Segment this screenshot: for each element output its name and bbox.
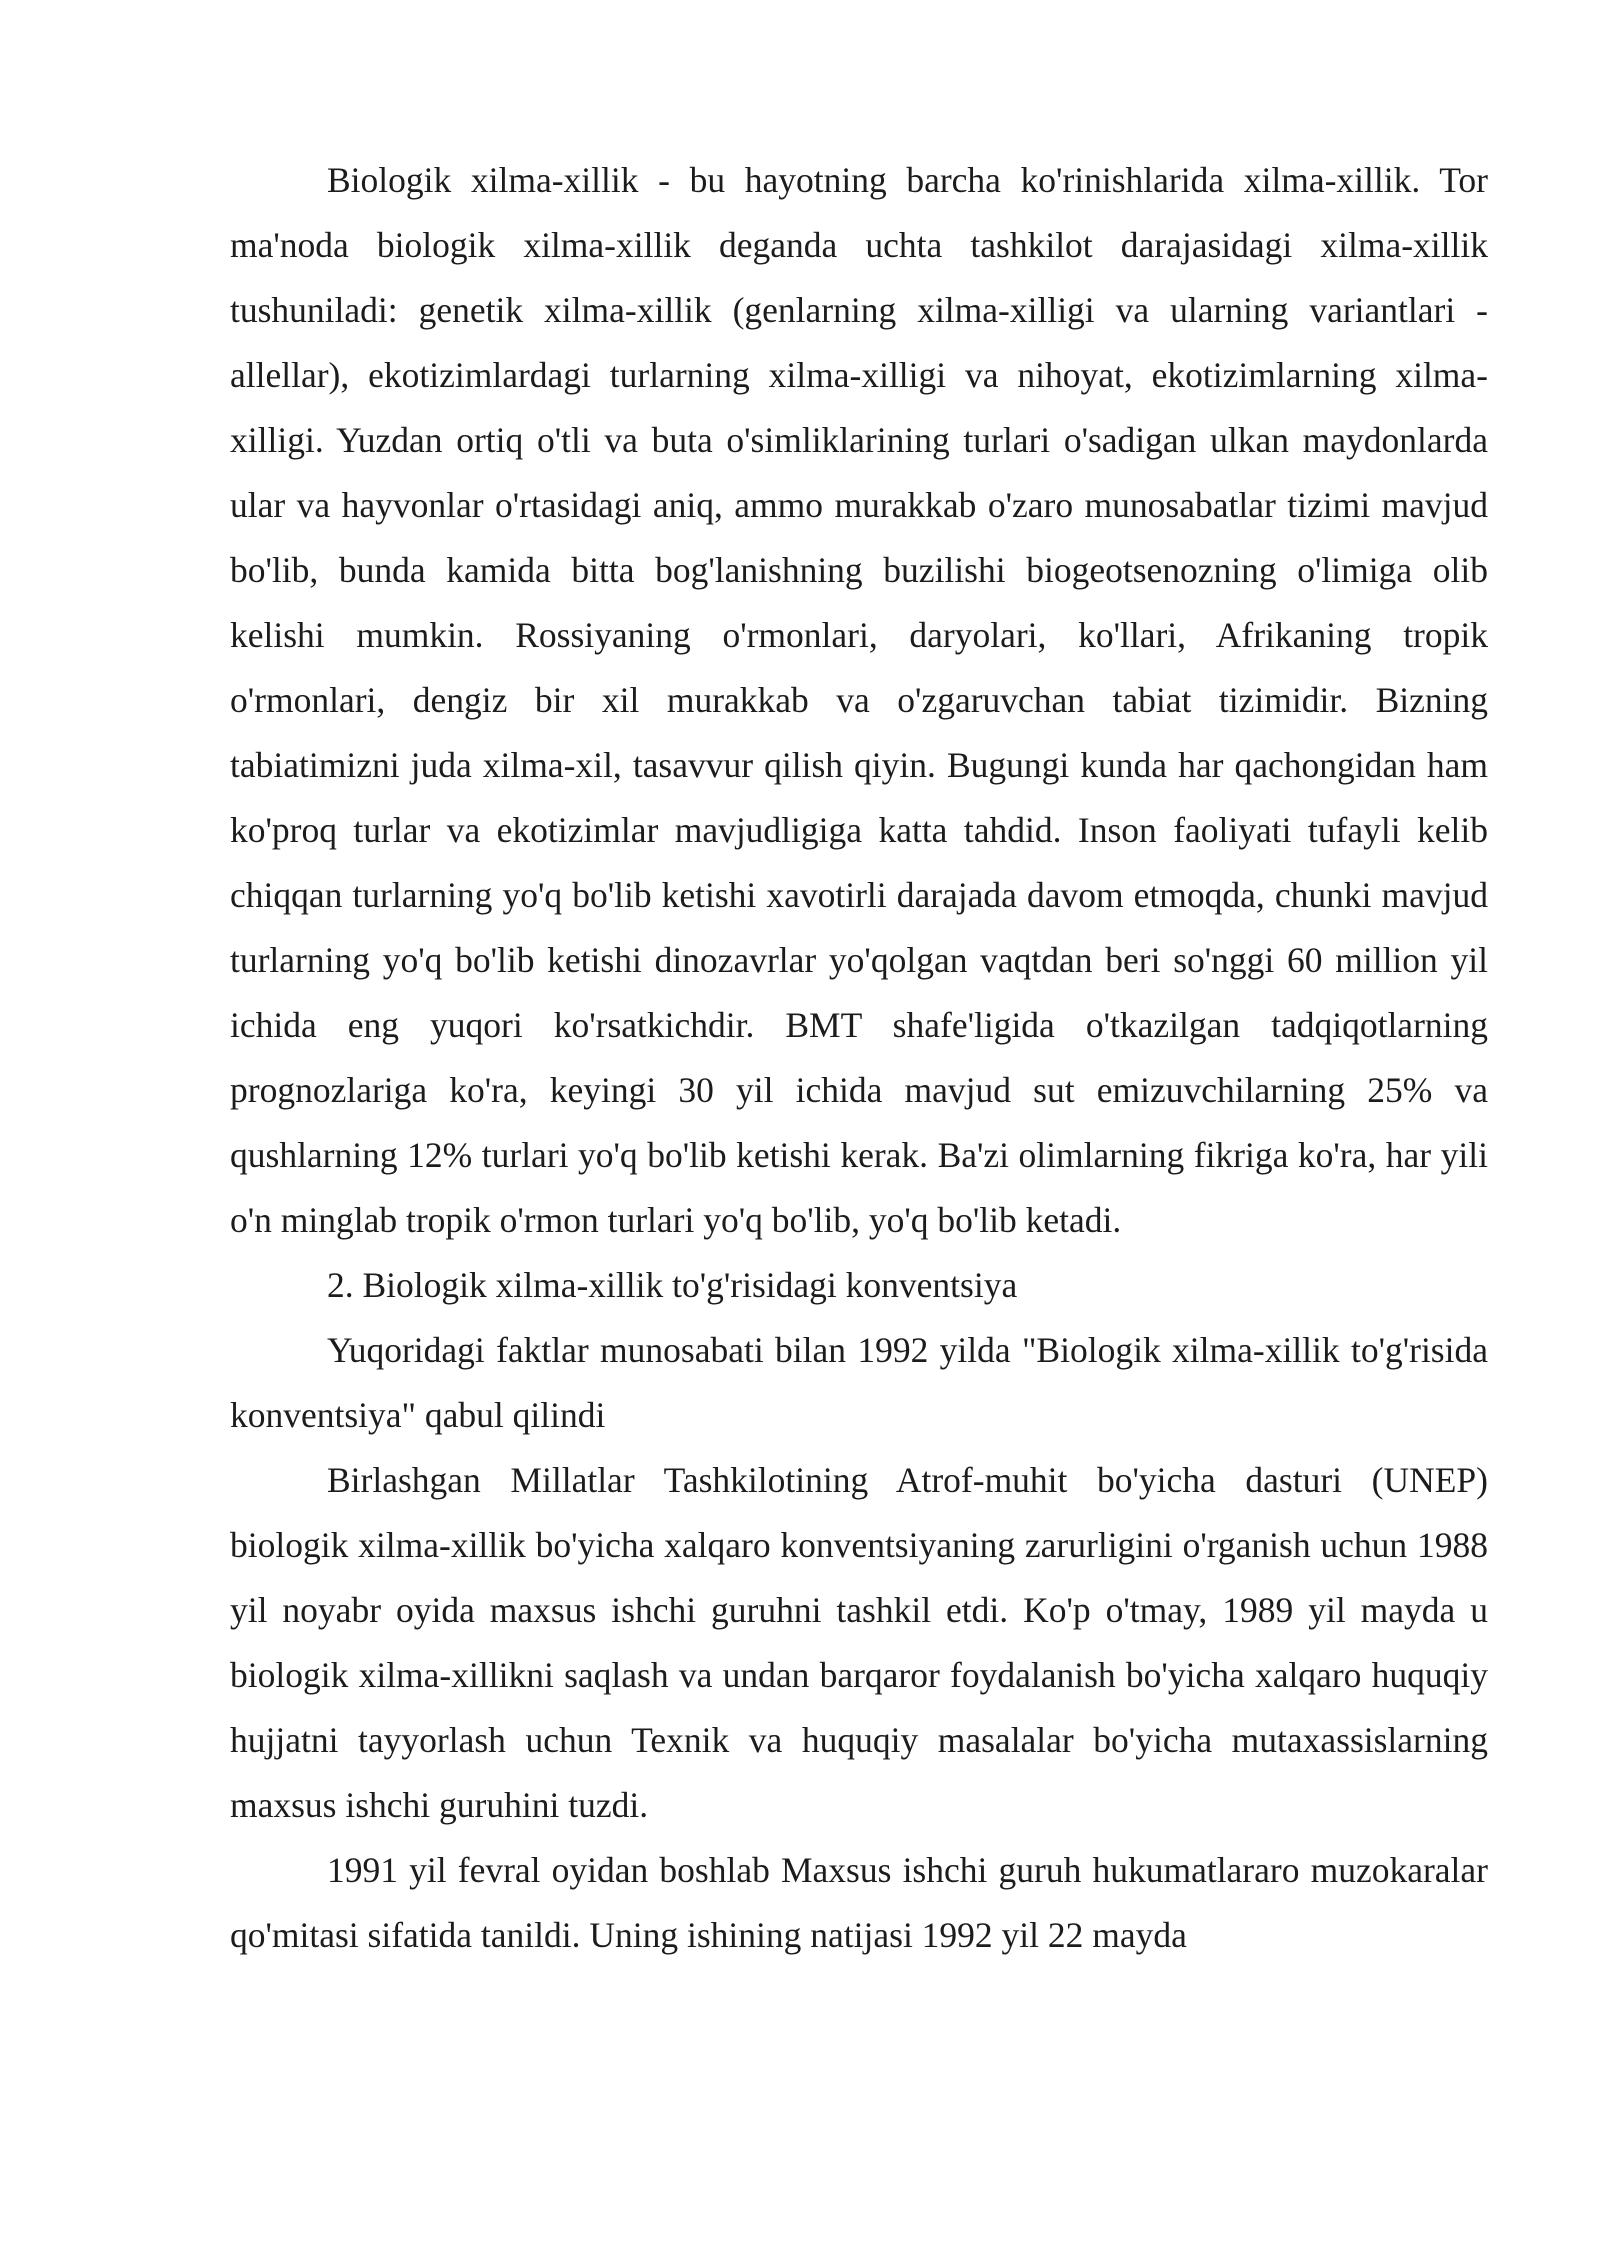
section-heading-convention: 2. Biologik xilma-xillik to'g'risidagi konventsiya [327,1265,1018,1305]
paragraph-negotiating-committee: 1991 yil fevral oyidan boshlab Maxsus ishchi guruh hukumatlararo muzokaralar qo'mitasi sifatida tanildi. Uning ishining natijasi 1992 yil 22 mayda [230,1850,1488,1955]
document-page [230,148,1488,1968]
paragraph-biodiversity-definition: Biologik xilma-xillik - bu hayotning barcha ko'rinishlarida xilma-xillik. Tor ma'noda biologik xilma-xillik deganda uchta tashkilot darajasidagi xilma-xillik tushuniladi: genetik xilma-xillik (genlarning xilma-xilligi va ularning variantlari - allellar), ekotizimlardagi turlarning xilma-xilligi va nihoyat, ekotizimlarning xilma-xilligi. Yuzdan ortiq o'tli va buta o'simliklarining turlari o'sadigan ulkan maydonlarda ular va hayvonlar o'rtasidagi aniq, ammo murakkab o'zaro munosabatlar tizimi mavjud bo'lib, bunda kamida bitta bog'lanishning buzilishi biogeotsenozning o'limiga olib kelishi mumkin. Rossiyaning o'rmonlari, daryolari, ko'llari, Afrikaning tropik o'rmonlari, dengiz bir xil murakkab va o'zgaruvchan tabiat tizimidir. Bizning tabiatimizni juda xilma-xil, tasavvur qilish qiyin. Bugungi kunda har qachongidan ham ko'proq turlar va ekotizimlar mavjudligiga katta tahdid. Inson faoliyati tufayli kelib chiqqan turlarning yo'q bo'lib ketishi xavotirli darajada davom etmoqda, chunki mavjud turlarning yo'q bo'lib ketishi dinozavrlar yo'qolgan vaqtdan beri so'nggi 60 million yil ichida eng yuqori ko'rsatkichdir. BMT shafe'ligida o'tkazilgan tadqiqotlarning prognozlariga ko'ra, keyingi 30 yil ichida mavjud sut emizuvchilarning 25% va qushlarning 12% turlari yo'q bo'lib ketishi kerak. Ba'zi olimlarning fikriga ko'ra, har yili o'n minglab tropik o'rmon turlari yo'q bo'lib, yo'q bo'lib ketadi. [230,160,1488,1240]
paragraph-convention-adoption: Yuqoridagi faktlar munosabati bilan 1992 yilda "Biologik xilma-xillik to'g'risida konventsiya" qabul qilindi [230,1330,1488,1435]
paragraph-unep-working-group: Birlashgan Millatlar Tashkilotining Atrof-muhit bo'yicha dasturi (UNEP) biologik xilma-xillik bo'yicha xalqaro konventsiyaning zarurligini o'rganish uchun 1988 yil noyabr oyida maxsus ishchi guruhni tashkil etdi. Ko'p o'tmay, 1989 yil mayda u biologik xilma-xillikni saqlash va undan barqaror foydalanish bo'yicha xalqaro huquqiy hujjatni tayyorlash uchun Texnik va huquqiy masalalar bo'yicha mutaxassislarning maxsus ishchi guruhini tuzdi. [230,1460,1488,1825]
